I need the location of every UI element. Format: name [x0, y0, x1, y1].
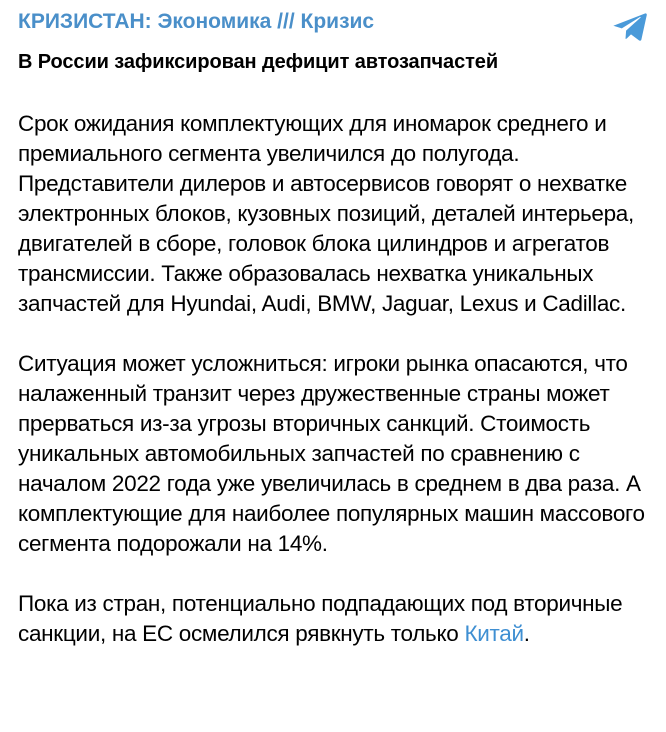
- telegram-post: [18, 8, 648, 649]
- post-title: В России зафиксирован дефицит автозапчастей: [18, 51, 499, 73]
- post-paragraph-3-text: Пока из стран, потенциально подпадающих под вторичные санкции, на ЕС осмелился рявкнуть только: [18, 591, 623, 646]
- post-paragraph-3: [18, 589, 648, 649]
- channel-name[interactable]: КРИЗИСТАН: Экономика /// Кризис: [18, 10, 375, 33]
- telegram-icon[interactable]: [612, 12, 648, 42]
- post-paragraph-2: Ситуация может усложниться: игроки рынка опасаются, что налаженный транзит через дружественные страны может прерваться из-за угрозы вторичных санкций. Стоимость уникальных автомобильных запчастей по сравнению с началом 2022 года уже увеличилась в среднем в два раза. А комплектующие для наиболее популярных машин массового сегмента подорожали на 14%.: [18, 351, 645, 556]
- post-paragraph-3-end: .: [523, 621, 530, 646]
- post-paragraph-1: Срок ожидания комплектующих для иномарок среднего и премиального сегмента увеличился до полугода. Представители дилеров и автосервисов говорят о нехватке электронных блоков, кузовных позиций, деталей интерьера, двигателей в сборе, головок блока цилиндров и агрегатов трансмиссии. Также образовалась нехватка уникальных запчастей для Hyundai, Audi, BMW, Jaguar, Lexus и Cadillac.: [18, 111, 634, 316]
- post-body: [18, 109, 648, 649]
- china-link[interactable]: Китай: [464, 621, 524, 646]
